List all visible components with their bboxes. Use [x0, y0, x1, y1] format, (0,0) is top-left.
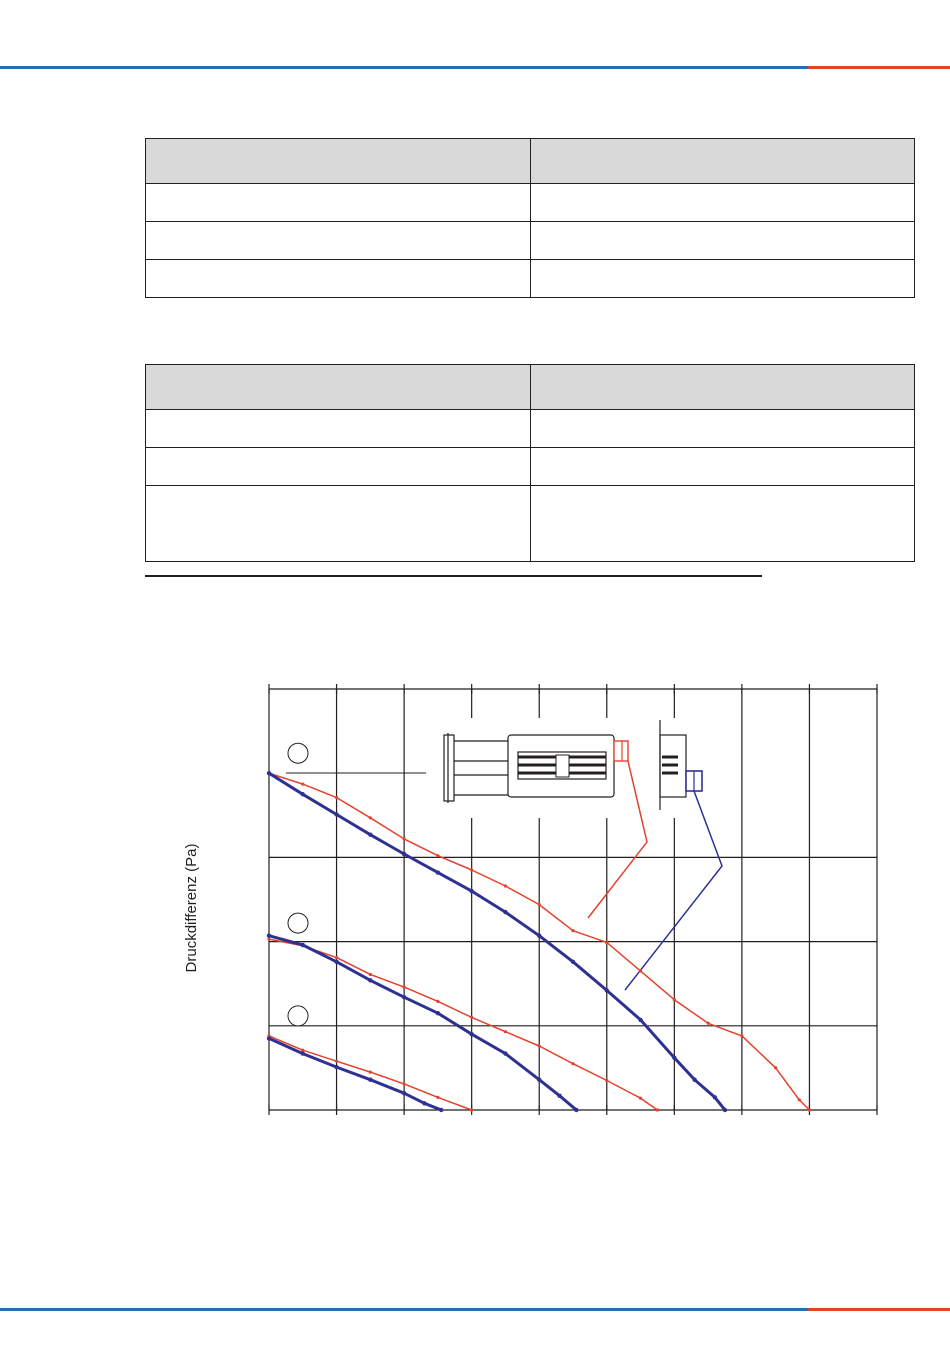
data-point	[436, 1096, 439, 1099]
top-header-rule-red	[808, 66, 950, 69]
data-point	[672, 1056, 676, 1060]
data-point	[537, 1077, 541, 1081]
data-point	[503, 910, 507, 914]
data-point	[808, 1108, 811, 1111]
data-point	[470, 868, 473, 871]
bottom-footer-rule-blue	[0, 1308, 808, 1311]
data-point	[639, 969, 642, 972]
data-point	[469, 889, 473, 893]
data-point	[335, 1060, 338, 1063]
data-point	[301, 943, 305, 947]
data-point	[537, 934, 541, 938]
data-point	[470, 1016, 473, 1019]
data-point	[571, 1062, 574, 1065]
data-point	[639, 1097, 642, 1100]
table-cell	[530, 486, 915, 562]
data-point	[740, 1034, 743, 1037]
spec-table-2	[145, 364, 915, 562]
top-header-rule-blue	[0, 66, 808, 69]
data-point	[369, 816, 372, 819]
data-point	[723, 1108, 727, 1112]
spec-table-1	[145, 138, 915, 298]
data-point	[402, 995, 406, 999]
table-cell	[146, 184, 531, 222]
table-header-cell	[530, 139, 915, 184]
data-point	[504, 1030, 507, 1033]
section-rule	[145, 575, 762, 577]
table-row	[146, 260, 915, 298]
data-point	[335, 956, 338, 959]
red-variant-connector	[614, 741, 628, 761]
table-cell	[530, 222, 915, 260]
data-point	[503, 1051, 507, 1055]
bottom-footer-rule	[0, 1308, 950, 1311]
data-point	[301, 1051, 305, 1055]
data-point	[422, 1101, 426, 1105]
data-point	[403, 1082, 406, 1085]
table-cell	[146, 448, 531, 486]
table-cell	[530, 448, 915, 486]
data-point	[403, 837, 406, 840]
curve-marker-circle	[288, 1006, 308, 1026]
data-point	[403, 985, 406, 988]
data-point	[335, 796, 338, 799]
data-point	[798, 1098, 801, 1101]
data-point	[557, 1093, 561, 1097]
curve-marker-circle	[288, 743, 308, 763]
device-flange	[444, 735, 454, 801]
device-grille-center	[556, 755, 569, 777]
data-point	[656, 1108, 659, 1111]
data-point	[267, 937, 270, 940]
table-header-cell	[146, 365, 531, 410]
data-point	[436, 870, 440, 874]
table-header-row	[146, 139, 915, 184]
series-line-middle-blue	[269, 936, 576, 1110]
data-point	[267, 934, 271, 938]
data-point	[574, 1108, 578, 1112]
data-point	[267, 771, 271, 775]
table-cell	[530, 260, 915, 298]
data-point	[402, 852, 406, 856]
data-point	[334, 812, 338, 816]
data-point	[334, 1065, 338, 1069]
table-header-cell	[530, 365, 915, 410]
data-point	[436, 1000, 439, 1003]
table-cell	[146, 486, 531, 562]
data-point	[469, 1032, 473, 1036]
data-point	[439, 1108, 443, 1112]
data-point	[707, 1022, 710, 1025]
data-point	[301, 783, 304, 786]
data-point	[605, 1079, 608, 1082]
curve-marker-circle	[288, 913, 308, 933]
table-header-row	[146, 365, 915, 410]
top-header-rule	[0, 66, 950, 69]
data-point	[369, 973, 372, 976]
data-point	[692, 1077, 696, 1081]
series-line-bottom-blue	[269, 1038, 441, 1110]
data-point	[673, 998, 676, 1001]
data-point	[504, 884, 507, 887]
table-row	[146, 184, 915, 222]
table-row	[146, 448, 915, 486]
device-illustration	[286, 718, 722, 990]
data-point	[638, 1018, 642, 1022]
data-point	[369, 1071, 372, 1074]
bottom-footer-rule-red	[808, 1308, 950, 1311]
table-cell	[530, 184, 915, 222]
data-point	[267, 1036, 271, 1040]
table-row	[146, 410, 915, 448]
data-point	[538, 1044, 541, 1047]
data-point	[368, 1077, 372, 1081]
table-row	[146, 486, 915, 562]
y-axis-label: Druckdifferenz (Pa)	[183, 843, 200, 973]
data-point	[402, 1091, 406, 1095]
data-point	[713, 1095, 717, 1099]
table-cell	[530, 410, 915, 448]
blue-variant-leader-line	[625, 791, 722, 990]
data-point	[301, 792, 305, 796]
data-point	[368, 832, 372, 836]
data-point	[301, 1049, 304, 1052]
pressure-flow-chart	[0, 640, 950, 1160]
data-point	[774, 1066, 777, 1069]
table-cell	[146, 410, 531, 448]
table-cell	[146, 260, 531, 298]
data-point	[436, 1011, 440, 1015]
data-point	[605, 988, 609, 992]
data-point	[436, 854, 439, 857]
data-point	[538, 903, 541, 906]
data-point	[571, 929, 574, 932]
table-cell	[146, 222, 531, 260]
data-point	[605, 941, 608, 944]
series-line-middle-red	[269, 939, 657, 1110]
table-row	[146, 222, 915, 260]
data-point	[334, 960, 338, 964]
data-point	[470, 1108, 473, 1111]
table-header-cell	[146, 139, 531, 184]
data-point	[368, 978, 372, 982]
data-point	[571, 960, 575, 964]
